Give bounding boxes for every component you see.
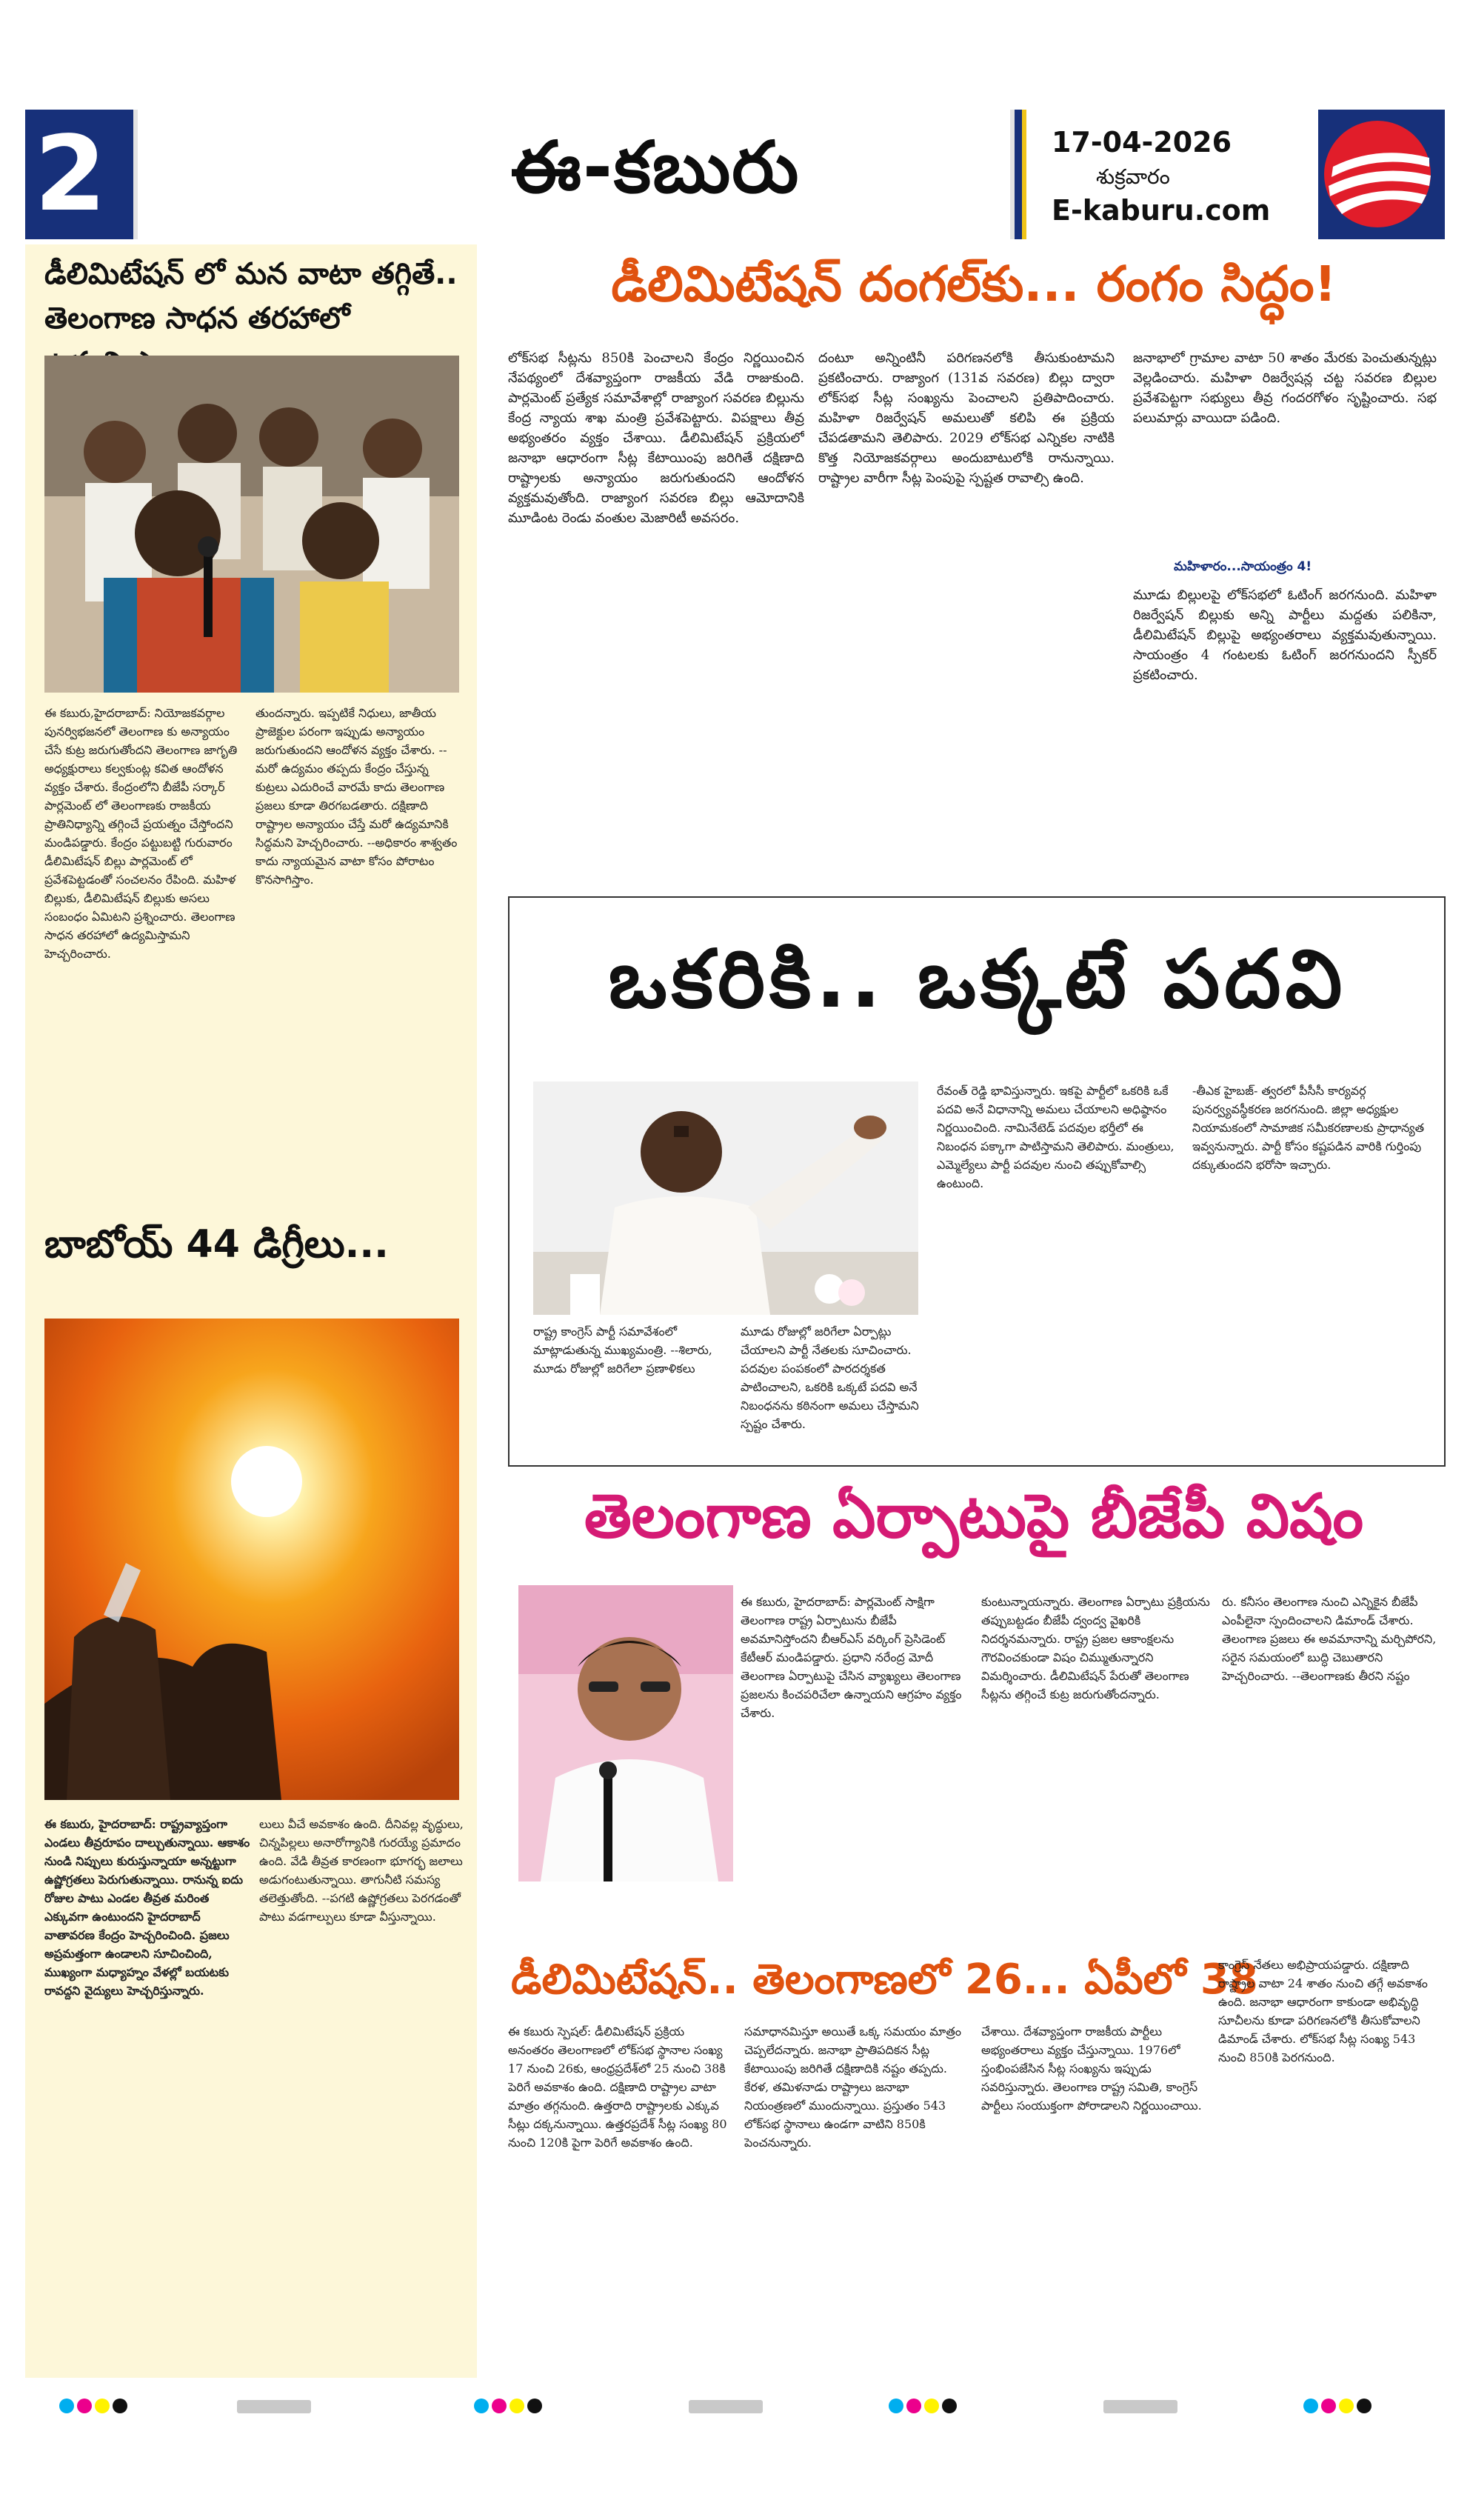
delimitation-story-headline: డీలిమిటేషన్.. తెలంగాణలో 26... ఏపీలో 38 [511, 1956, 1258, 2004]
heat-story-title: బాబోయ్ 44 డిగ్రీలు... [44, 1222, 389, 1267]
lead-story-col-1: లోక్‌సభ సీట్లను 850కి పెంచాలని కేంద్రం నిర్ణయించిన నేపథ్యంలో దేశవ్యాప్తంగా రాజకీయ వేడి రాజుకుంది. పార్లమెంట్ ప్రత్యేక సమావేశాల్లో రాజ్యాంగ సవరణ బిల్లును కేంద్ర న్యాయ శాఖ మంత్రి ప్రవేశపెట్టారు. విపక్షాలు తీవ్ర అభ్యంతరం వ్యక్తం చేశాయి. డీలిమిటేషన్ ప్రక్రియలో జనాభా ఆధారంగా సీట్ల కేటాయింపు జరిగితే దక్షిణాది రాష్ట్రాలకు అన్యాయం జరుగుతుందని ఆందోళన వ్యక్తమవుతోంది. రాజ్యాంగ సవరణ బిల్లు ఆమోదానికి మూడింట రెండు వంతుల మెజారిటీ అవసరం. [508, 350, 804, 526]
cm-story-col-3: -తీఎక హైబజ్- త్వరలో పీసీసీ కార్యవర్గ పునర్వ్యవస్థీకరణ జరగనుంది. జిల్లా అధ్యక్షుల నియామకంలో సామాజిక సమీకరణాలకు ప్రాధాన్యత ఇవ్వనున్నారు. పార్టీ కోసం కష్టపడిన వారికి గుర్తింపు దక్కుతుందని భరోసా ఇచ్చారు. [1192, 1084, 1425, 1172]
ktr-portrait-photo [518, 1585, 733, 1881]
cm-photo-caption: రాష్ట్ర కాంగ్రెస్ పార్టీ సమావేశంలో మాట్లాడుతున్న ముఖ్యమంత్రి. --శిలారు, మూడు రోజుల్లో జరిగేలా ప్రణాళికలు [533, 1324, 712, 1376]
cm-story-headline: ఒకరికి.. ఒక్కటే పదవి [608, 933, 1347, 1026]
ktr-story-headline: తెలంగాణ ఏర్పాటుపై బీజేపీ విషం [584, 1481, 1364, 1552]
heatwave-sun-photo [44, 1319, 459, 1800]
issue-day: శుక్రవారం [1096, 164, 1170, 189]
website-link[interactable]: E-kaburu.com [1052, 194, 1271, 227]
lead-headline: డీలిమిటేషన్ దంగల్‌కు... రంగం సిద్ధం! [611, 256, 1337, 313]
left-story-body-b: తుందన్నారు. ఇప్పటికే నిధులు, జాతీయ ప్రాజెక్టుల పరంగా ఇప్పుడు అన్యాయం జరుగుతుందని ఆందోళన వ్యక్తం చేశారు. --మరో ఉద్యమం తప్పదు కేంద్రం చేస్తున్న కుట్రలు ఎదురించే వారమే కాదు తెలంగాణ ప్రజలు కూడా తిరగబడతారు. దక్షిణాది రాష్ట్రాల అన్యాయం చేస్తే మరో ఉద్యమానికి సిద్ధమని హెచ్చరించారు. --అధికారం శాశ్వతం కాదు న్యాయమైన వాటా కోసం పోరాటం కొనసాగిస్తాం. [255, 706, 458, 887]
delimitation-col-4: కాంగ్రెస్ నేతలు అభిప్రాయపడ్డారు. దక్షిణాది రాష్ట్రాల వాటా 24 శాతం నుంచి తగ్గే అవకాశం ఉంది. జనాభా ఆధారంగా కాకుండా అభివృద్ధి సూచీలను కూడా పరిగణనలోకి తీసుకోవాలని డిమాండ్ చేశారు. లోక్‌సభ సీట్ల సంఖ్య 543 నుంచి 850కి పెరగనుంది. [1218, 1958, 1428, 2064]
left-title-line2: తెలంగాణ సాధన తరహాలో [44, 301, 350, 336]
color-registration-marks-2 [474, 2399, 545, 2415]
delimitation-col-3: చేశాయి. దేశవ్యాప్తంగా రాజకీయ పార్టీలు అభ్యంతరాలు వ్యక్తం చేస్తున్నాయి. 1976లో స్తంభింపజేసిన సీట్ల సంఖ్యను ఇప్పుడు సవరిస్తున్నారు. తెలంగాణ రాష్ట్ర సమితి, కాంగ్రెస్ పార్టీలు సంయుక్తంగా పోరాడాలని నిర్ణయించాయి. [981, 2024, 1202, 2113]
ktr-story-col-3: రు. కనీసం తెలంగాణ నుంచి ఎన్నికైన బీజేపీ ఎంపీలైనా స్పందించాలని డిమాండ్ చేశారు. తెలంగాణ ప్రజలు ఈ అవమానాన్ని మర్చిపోరని, సరైన సమయంలో బుద్ధి చెబుతారని హెచ్చరించారు. --తెలంగాణకు తీరని నష్టం [1222, 1595, 1437, 1683]
color-registration-marks-1 [59, 2399, 130, 2415]
ktr-story-col-2: కుంటున్నాయన్నారు. తెలంగాణ ఏర్పాటు ప్రక్రియను తప్పుబట్టడం బీజేపీ ద్వంద్వ వైఖరికి నిదర్శనమన్నారు. రాష్ట్ర ప్రజల ఆకాంక్షలను గౌరవించకుండా విషం చిమ్ముతున్నారని విమర్శించారు. డీలిమిటేషన్ పేరుతో తెలంగాణ సీట్లను తగ్గించే కుట్ర జరుగుతోందన్నారు. [981, 1595, 1210, 1701]
page-number: 2 [34, 114, 107, 235]
lead-story-col-3b: మూడు బిల్లులపై లోక్‌సభలో ఓటింగ్ జరగనుంది. మహిళా రిజర్వేషన్ బిల్లుకు అన్ని పార్టీలు మద్దతు పలికినా, డీలిమిటేషన్ బిల్లుపై అభ్యంతరాలు వ్యక్తమవుతున్నాయి. సాయంత్రం 4 గంటలకు ఓటింగ్ జరగనుందని స్పీకర్ ప్రకటించారు. [1133, 587, 1437, 683]
print-bar-3 [1103, 2400, 1177, 2413]
kavitha-press-photo [44, 356, 459, 693]
heat-story-body-b: లులు వీచే అవకాశం ఉంది. దీనివల్ల వృద్ధులు, చిన్నపిల్లలు అనారోగ్యానికి గురయ్యే ప్రమాదం ఉంది. వేడి తీవ్రత కారణంగా భూగర్భ జలాలు అడుగంటుతున్నాయి. తాగునీటి సమస్య తలెత్తుతోంది. --పగటి ఉష్ణోగ్రతలు పెరగడంతో పాటు వడగాల్పులు కూడా వీస్తున్నాయి. [259, 1817, 464, 1924]
color-registration-marks-3 [889, 2399, 960, 2415]
delimitation-col-2: సమాధానమిస్తూ అయితే ఒక్క సమయం మాత్రం చెప్పలేదన్నారు. జనాభా ప్రాతిపదికన సీట్ల కేటాయింపు జరిగితే దక్షిణాదికి నష్టం తప్పదు. కేరళ, తమిళనాడు రాష్ట్రాలు జనాభా నియంత్రణలో ముందున్నాయి. ప్రస్తుతం 543 లోక్‌సభ స్థానాలు ఉండగా వాటిని 850కి పెంచనున్నారు. [744, 2024, 961, 2150]
issue-date: 17-04-2026 [1052, 126, 1232, 159]
print-bar-1 [237, 2400, 311, 2413]
print-bar-2 [689, 2400, 763, 2413]
cm-story-col-1: మూడు రోజుల్లో జరిగేలా ఏర్పాట్లు చేయాలని పార్టీ నేతలకు సూచించారు. పదవుల పంపకంలో పారదర్శకత పాటించాలని, ఒకరికి ఒక్కటే పదవి అనే నిబంధనను కఠినంగా అమలు చేస్తామని స్పష్టం చేశారు. [741, 1324, 919, 1431]
brand-logo-icon[interactable] [1318, 115, 1437, 233]
newspaper-logo[interactable]: ఈ-కబురు [510, 126, 801, 209]
left-title-line1: డీలిమిటేషన్ లో మన వాటా తగ్గితే.. [44, 257, 458, 291]
lead-story-subhead: మహిళారం...సాయంత్రం 4! [1174, 559, 1312, 574]
left-story-body-a: ఈ కబురు,హైదరాబాద్: నియోజకవర్గాల పునర్విభజనలో తెలంగాణ కు అన్యాయం చేసే కుట్ర జరుగుతోందని తెలంగాణ జాగృతి అధ్యక్షురాలు కల్వకుంట్ల కవిత ఆందోళన వ్యక్తం చేశారు. కేంద్రంలోని బీజేపీ సర్కార్ పార్లమెంట్ లో తెలంగాణకు రాజకీయ ప్రాతినిధ్యాన్ని తగ్గించే ప్రయత్నం చేస్తోందని మండిపడ్డారు. కేంద్రం పట్టుబట్టి గురువారం డీలిమిటేషన్ బిల్లు పార్లమెంట్ లో ప్రవేశపెట్టడంతో సంచలనం రేపింది. మహిళ బిల్లుకు, డీలిమిటేషన్ బిల్లుకు అసలు సంబంధం ఏమిటని ప్రశ్నించారు. తెలంగాణ సాధన తరహాలో ఉద్యమిస్తామని హెచ్చరించారు. [44, 706, 238, 961]
delimitation-col-1: ఈ కబురు స్పెషల్: డీలిమిటేషన్ ప్రక్రియ అనంతరం తెలంగాణలో లోక్‌సభ స్థానాల సంఖ్య 17 నుంచి 26కు, ఆంధ్రప్రదేశ్‌లో 25 నుంచి 38కి పెరిగే అవకాశం ఉంది. దక్షిణాది రాష్ట్రాల వాటా మాత్రం తగ్గనుంది. ఉత్తరాది రాష్ట్రాలకు ఎక్కువ సీట్లు దక్కనున్నాయి. ఉత్తరప్రదేశ్ సీట్ల సంఖ్య 80 నుంచి 120కి పైగా పెరిగే అవకాశం ఉంది. [508, 2024, 727, 2150]
ktr-story-col-1: ఈ కబురు, హైదరాబాద్: పార్లమెంట్ సాక్షిగా తెలంగాణ రాష్ట్ర ఏర్పాటును బీజేపీ అవమానిస్తోందని బీఆర్ఎస్ వర్కింగ్ ప్రెసిడెంట్ కేటీఆర్ మండిపడ్డారు. ప్రధాని నరేంద్ర మోదీ తెలంగాణ ఏర్పాటుపై చేసిన వ్యాఖ్యలు తెలంగాణ ప్రజలను కించపరిచేలా ఉన్నాయని ఆగ్రహం వ్యక్తం చేశారు. [741, 1595, 962, 1720]
revanth-speech-photo [533, 1081, 918, 1315]
cm-story-col-2: రేవంత్ రెడ్డి భావిస్తున్నారు. ఇకపై పార్టీలో ఒకరికి ఒకే పదవి అనే విధానాన్ని అమలు చేయాలని అధిష్ఠానం నిర్ణయించింది. నామినేటెడ్ పదవుల భర్తీలో ఈ నిబంధన పక్కాగా పాటిస్తామని తెలిపారు. మంత్రులు, ఎమ్మెల్యేలు పార్టీ పదవుల నుంచి తప్పుకోవాల్సి ఉంటుంది. [937, 1084, 1175, 1190]
lead-story-col-3: జనాభాలో గ్రామాల వాటా 50 శాతం మేరకు పెంచుతున్నట్లు వెల్లడించారు. మహిళా రిజర్వేషన్ల చట్ట సవరణ బిల్లుల ప్రవేశపెట్టగా సభ్యులు తీవ్ర గందరగోళం సృష్టించారు. సభ పలుమార్లు వాయిదా పడింది. [1133, 350, 1437, 426]
heat-story-body-a: ఈ కబురు, హైదరాబాద్: రాష్ట్రవ్యాప్తంగా ఎండలు తీవ్రరూపం దాల్చుతున్నాయి. ఆకాశం నుండి నిప్పులు కురుస్తున్నాయా అన్నట్టుగా ఉష్ణోగ్రతలు పెరుగుతున్నాయి. రానున్న ఐదు రోజుల పాటు ఎండల తీవ్రత మరింత ఎక్కువగా ఉంటుందని హైదరాబాద్ వాతావరణ కేంద్రం హెచ్చరించింది. ప్రజలు అప్రమత్తంగా ఉండాలని సూచించింది, ముఖ్యంగా మధ్యాహ్నం వేళల్లో బయటకు రావద్దని వైద్యులు హెచ్చరిస్తున్నారు. [44, 1817, 250, 1998]
lead-story-col-2: దంటూ అన్నింటినీ పరిగణనలోకి తీసుకుంటామని ప్రకటించారు. రాజ్యాంగ (131వ సవరణ) బిల్లు ద్వారా లోక్‌సభ సీట్ల సంఖ్యను పెంచాలని ప్రతిపాదించారు. మహిళా రిజర్వేషన్ అమలుతో కలిపి ఈ ప్రక్రియ చేపడతామని తెలిపారు. 2029 లోక్‌సభ ఎన్నికల నాటికి కొత్త నియోజకవర్గాలు అందుబాటులోకి రానున్నాయి. రాష్ట్రాల వారీగా సీట్ల పెంపుపై స్పష్టత రావాల్సి ఉంది. [818, 350, 1115, 486]
color-registration-marks-4 [1303, 2399, 1374, 2415]
